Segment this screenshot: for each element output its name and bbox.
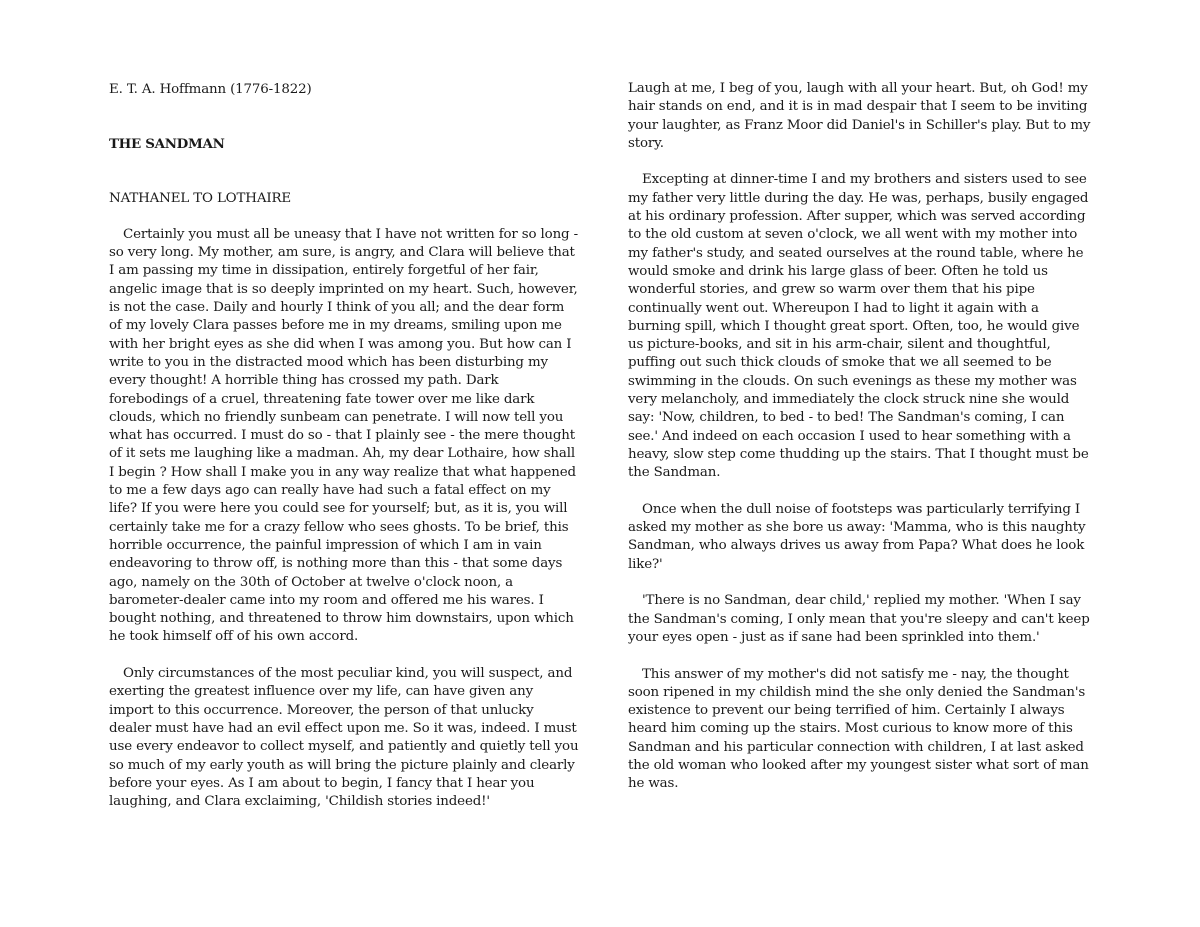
paragraph: Only circumstances of the most peculiar kind, you will suspect, and exerting the greatest influence over my life, can have given any import to this occurrence. Moreover, the person of that unlucky dealer must have had an evil effect upon me. So it was, indeed. I must use every endeavor to collect myself, and patiently and quietly tell you so much of my early youth as will bring the picture plainly and clearly before your eyes. As I am about to begin, I fancy that I hear you laughing, and Clara exclaiming, 'Childish stories indeed!' [109, 666, 579, 810]
paragraph: This answer of my mother's did not satisfy me - nay, the thought soon ripened in my childish mind the she only denied the Sandman's existence to prevent our being terrified of him. Certainly I always heard him coming up the stairs. Most curious to know more of this Sandman and his particular connection with children, I at last asked the old woman who looked after my youngest sister what sort of man he was. [628, 666, 1089, 792]
paragraph: Excepting at dinner-time I and my brothers and sisters used to see my father very little during the day. He was, perhaps, busily engaged at his ordinary profession. After supper, which was served according to the old custom at seven o'clock, we all went with my mother into my father's study, and seated ourselves at the round table, where he would smoke and drink his large glass of beer. Often he told us wonderful stories, and grew so warm over them that his pipe continually went out. Whereupon I had to light it again with a burning spill, which I thought great sport. Often, too, he would give us picture-books, and sit in his arm-chair, silent and thoughtful, puffing out such thick clouds of smoke that we all seemed to be swimming in the clouds. On such evenings as these my mother was very melancholy, and immediately the clock struck nine she would say: 'Now, children, to bed - to bed! The Sandman's coming, I can see.' And indeed on each occasion I used to hear something with a heavy, slow step come thudding up the stairs. That I thought must be the Sandman. [628, 172, 1089, 481]
right-column [628, 80, 1094, 812]
paragraph: Once when the dull noise of footsteps was particularly terrifying I asked my mother as she bore us away: 'Mamma, who is this naughty Sandman, who always drives us away from Papa? What does he look like?' [628, 501, 1086, 572]
story-title: THE SANDMAN [109, 136, 225, 153]
author-line: E. T. A. Hoffmann (1776-1822) [109, 82, 312, 97]
section-heading: NATHANEL TO LOTHAIRE [109, 190, 292, 206]
paragraph: Certainly you must all be uneasy that I have not written for so long - so very long. My mother, am sure, is angry, and Clara will believe that I am passing my time in dissipation, entirely forgetful of her fair, angelic image that is so deeply imprinted on my heart. Such, however, is not the case. Daily and hourly I think of you all; and the dear form of my lovely Clara passes before me in my dreams, smiling upon me with her bright eyes as she did when I was among you. But how can I write to you in the distracted mood which has been disturbing my every thought! A horrible thing has crossed my path. Dark forebodings of a cruel, threatening fate tower over me like dark clouds, which no friendly sunbeam can penetrate. I will now tell you what has occurred. I must do so - that I plainly see - the mere thought of it sets me laughing like a madman. Ah, my dear Lothaire, how shall I begin ? How shall I make you in any way realize that what happened to me a few days ago can really have had such a fatal effect on my life? If you were here you could see for yourself; but, as it is, you will certainly take me for a crazy fellow who sees ghosts. To be brief, this horrible occurrence, the painful impression of which I am in vain endeavoring to throw off, is nothing more than this - that some days ago, namely on the 30th of October at twelve o'clock noon, a barometer-dealer came into my room and offered me his wares. I bought nothing, and threatened to throw him downstairs, upon which he took himself off of his own accord. [109, 226, 578, 645]
paragraph: Laugh at me, I beg of you, laugh with all your heart. But, oh God! my hair stands on end, and it is in mad despair that I seem to be inviting your laughter, as Franz Moor did Daniel's in Schiller's play. But to my story. [628, 81, 1091, 151]
left-column [109, 81, 579, 830]
paragraph: 'There is no Sandman, dear child,' replied my mother. 'When I say the Sandman's coming, I only mean that you're sleepy and can't keep your eyes open - just as if sane had been sprinkled into them.' [628, 593, 1090, 645]
